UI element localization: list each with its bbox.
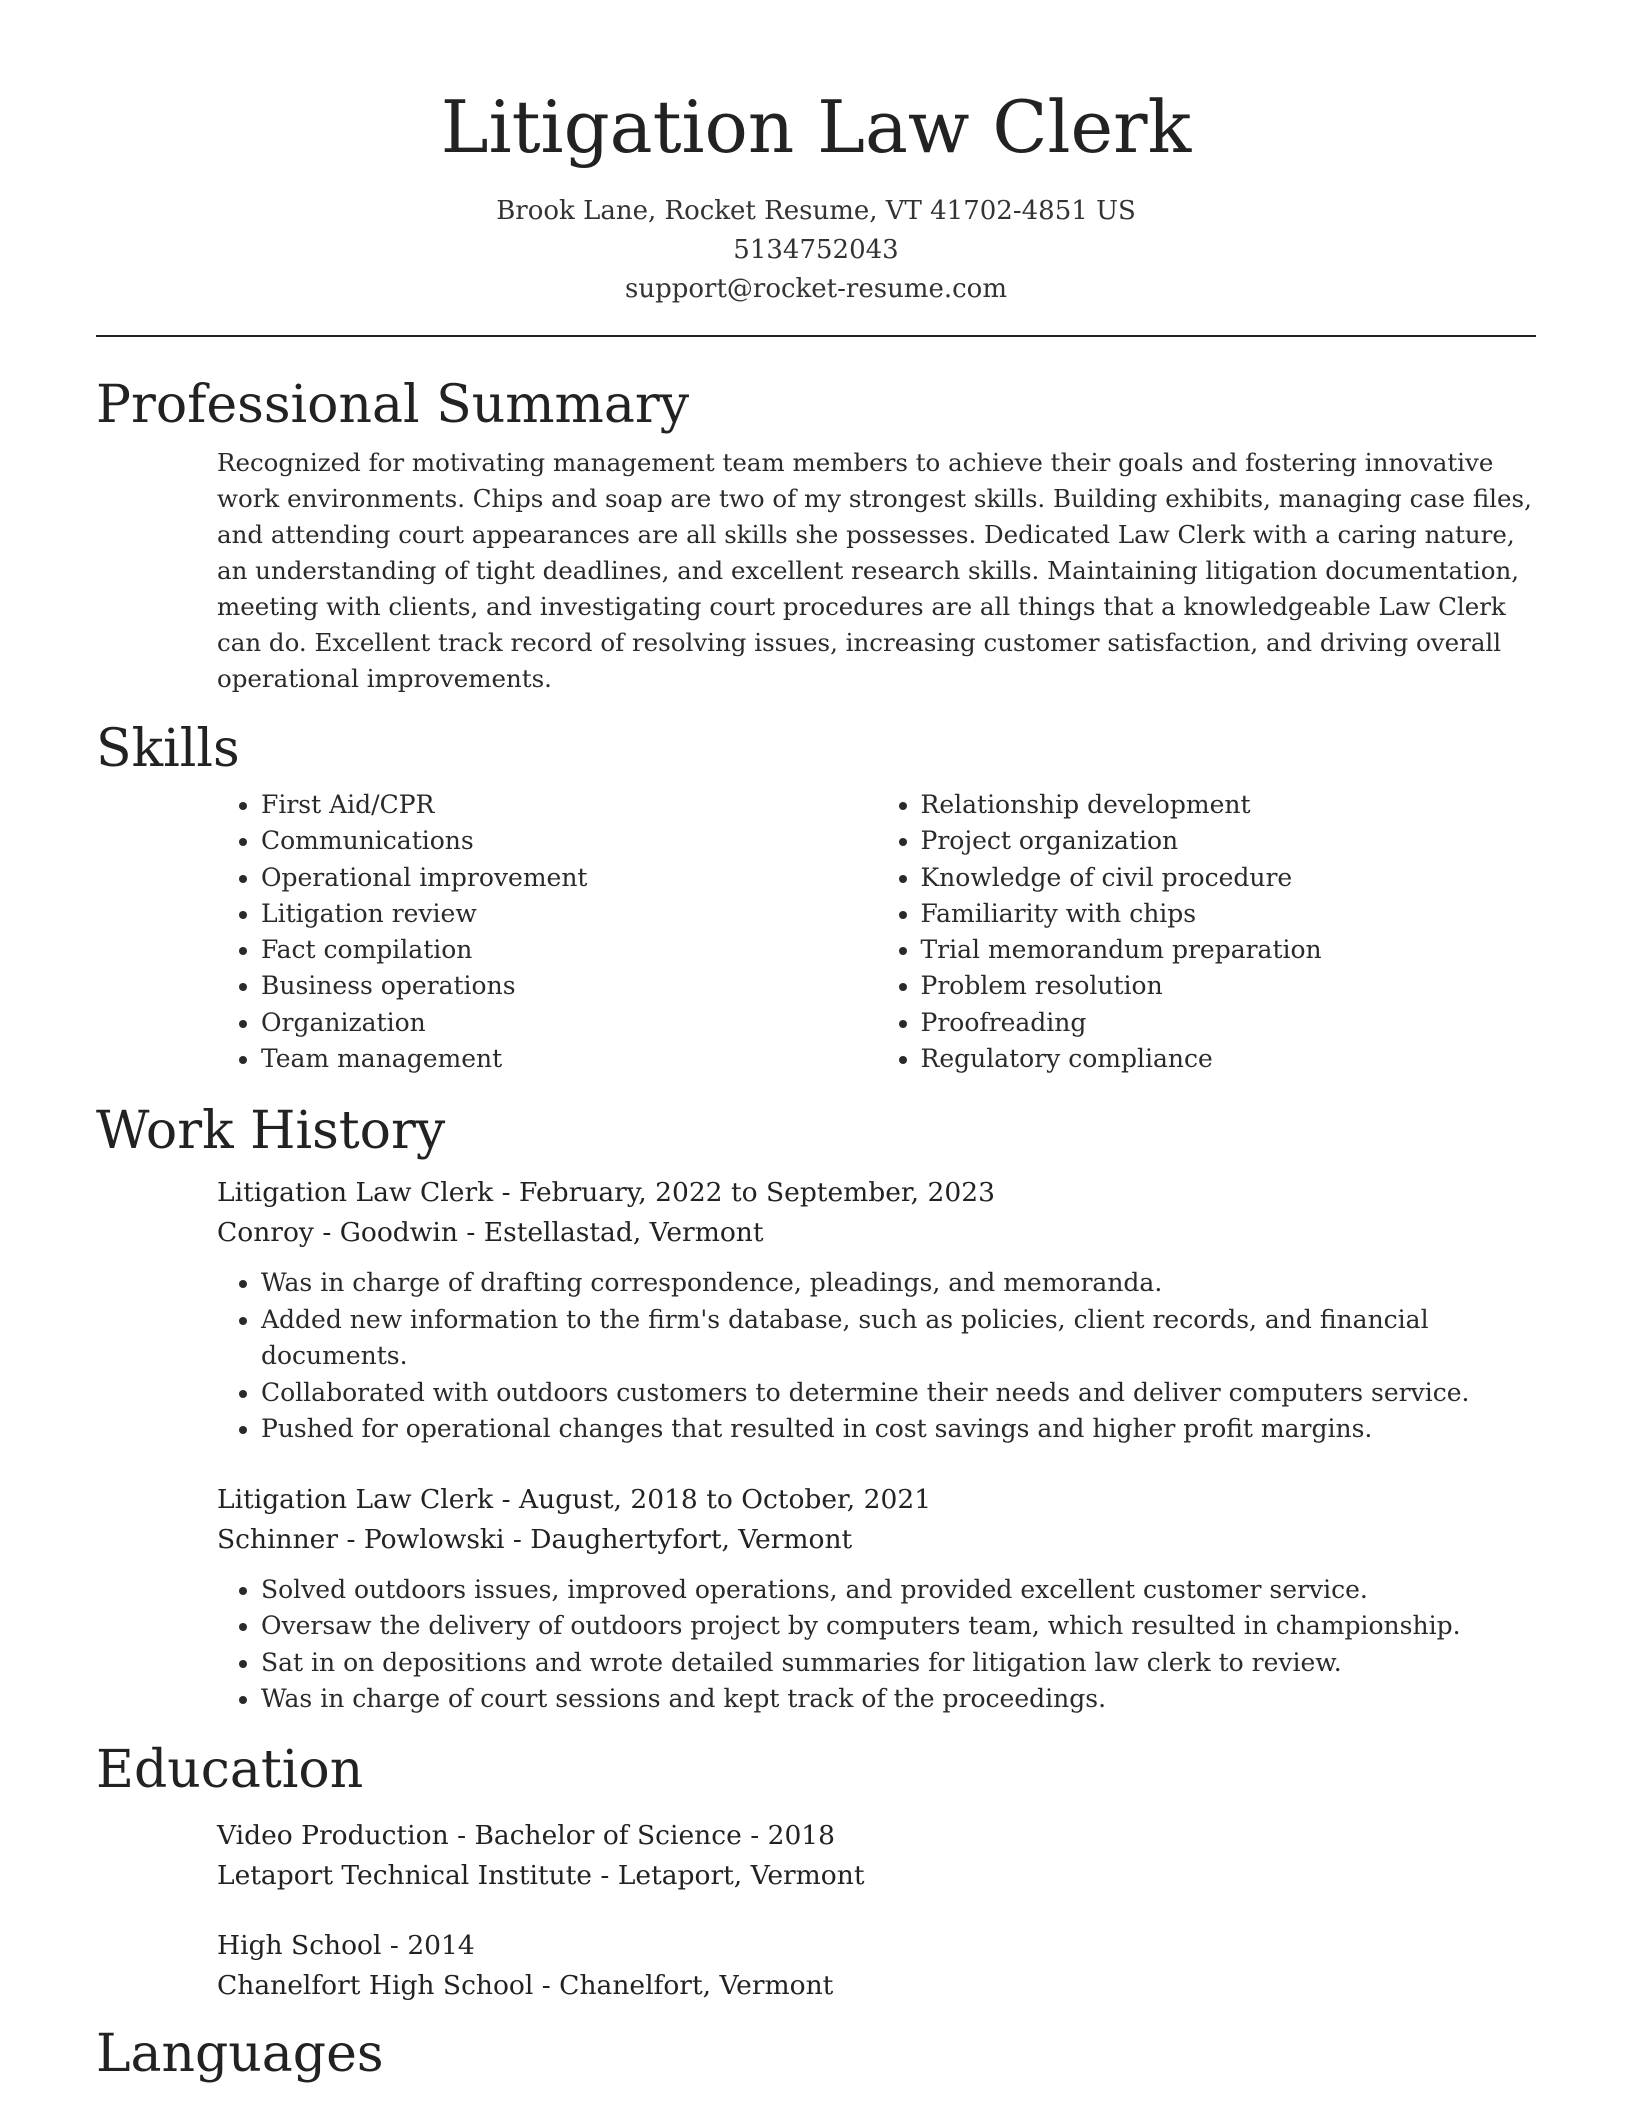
skill-item: • Problem resolution <box>921 968 1537 1004</box>
education-school: Chanelfort High School <box>217 1969 534 2001</box>
job-bullet: • Sat in on depositions and wrote detailed summaries for litigation law clerk to review. <box>261 1645 1536 1682</box>
job-dates: February, 2022 to September, 2023 <box>519 1177 995 1209</box>
job-bullets <box>217 1265 1536 1448</box>
work-history-section <box>96 1099 1536 1718</box>
contact-phone: 5134752043 <box>733 235 899 265</box>
job-title: Litigation Law Clerk <box>217 1177 494 1209</box>
skill-item: • Organization <box>261 1005 877 1041</box>
skill-item: • Trial memorandum preparation <box>921 932 1537 968</box>
education-section <box>96 1738 1536 2006</box>
education-entry <box>217 1816 1536 1896</box>
skills-heading: Skills <box>96 719 240 779</box>
education-school-line: Letaport Technical Institute - Letaport, Vermont <box>217 1859 865 1891</box>
education-degree: Video Production - Bachelor of Science <box>217 1819 742 1851</box>
education-entry <box>217 1926 1536 2006</box>
job-entry <box>217 1480 1536 1718</box>
skill-item: • Fact compilation <box>261 932 877 968</box>
candidate-name: Litigation Law Clerk <box>440 85 1192 169</box>
job-bullet: • Added new information to the firm's database, such as policies, client records, and financial documents. <box>261 1302 1536 1375</box>
education-school: Letaport Technical Institute <box>217 1859 592 1891</box>
contact-info <box>96 192 1536 309</box>
job-company: Conroy - Goodwin <box>217 1217 458 1249</box>
job-company: Schinner - Powlowski <box>217 1523 505 1555</box>
education-year: 2014 <box>407 1929 475 1961</box>
summary-section <box>96 373 1536 697</box>
job-title: Litigation Law Clerk <box>217 1483 494 1515</box>
education-location: Chanelfort, Vermont <box>559 1969 834 2001</box>
job-company-line: Schinner - Powlowski - Daughertyfort, Vermont <box>217 1523 853 1555</box>
job-bullet: • Pushed for operational changes that resulted in cost savings and higher profit margins. <box>261 1411 1536 1448</box>
job-title-line: Litigation Law Clerk - August, 2018 to October, 2021 <box>217 1483 932 1515</box>
languages-heading: Languages <box>96 2023 384 2084</box>
skill-item: • Litigation review <box>261 896 877 932</box>
skill-item: • Business operations <box>261 968 877 1004</box>
job-location: Daughertyfort, Vermont <box>530 1523 853 1555</box>
job-location: Estellastad, Vermont <box>483 1217 764 1249</box>
education-degree-line: Video Production - Bachelor of Science - 2018 <box>217 1819 836 1851</box>
contact-address: Brook Lane, Rocket Resume, VT 41702-4851 US <box>496 196 1136 226</box>
job-entry <box>217 1173 1536 1448</box>
job-bullet: • Collaborated with outdoors customers to determine their needs and deliver computers service. <box>261 1375 1536 1412</box>
skill-item: • Proofreading <box>921 1005 1537 1041</box>
skill-item: • First Aid/CPR <box>261 787 877 823</box>
skill-item: • Operational improvement <box>261 860 877 896</box>
resume-header <box>96 0 1536 309</box>
summary-text: Recognized for motivating management team members to achieve their goals and fostering innovative work environments. Chips and soap are two of my strongest skills. Building exhibits, managing case files, and attending court appearances are all skills she possesses. Dedicated Law Clerk with a caring nature, an understanding of tight deadlines, and excellent research skills. Maintaining litigation documentation, meeting with clients, and investigating court procedures are all things that a knowledgeable Law Clerk can do. Excellent track record of resolving issues, increasing customer satisfaction, and driving overall operational improvements. <box>217 448 1532 693</box>
skill-item: • Knowledge of civil procedure <box>921 860 1537 896</box>
education-heading: Education <box>96 1739 364 1800</box>
education-degree: High School <box>217 1929 382 1961</box>
skills-list-left <box>217 787 877 1077</box>
skill-item: • Project organization <box>921 823 1537 859</box>
skills-list-right <box>877 787 1537 1077</box>
education-location: Letaport, Vermont <box>617 1859 865 1891</box>
job-bullet: • Was in charge of drafting correspondence, pleadings, and memoranda. <box>261 1265 1536 1302</box>
job-company-line: Conroy - Goodwin - Estellastad, Vermont <box>217 1217 764 1249</box>
skill-item: • Familiarity with chips <box>921 896 1537 932</box>
skill-item: • Team management <box>261 1041 877 1077</box>
work-history-heading: Work History <box>96 1101 446 1162</box>
contact-email: support@rocket-resume.com <box>624 274 1007 304</box>
skills-section <box>96 717 1536 1077</box>
summary-heading: Professional Summary <box>96 375 690 435</box>
education-degree-line: High School - 2014 <box>217 1929 475 1961</box>
skill-item: • Regulatory compliance <box>921 1041 1537 1077</box>
job-bullet: • Oversaw the delivery of outdoors project by computers team, which resulted in championship. <box>261 1608 1536 1645</box>
job-bullet: • Solved outdoors issues, improved operations, and provided excellent customer service. <box>261 1572 1536 1609</box>
job-dates: August, 2018 to October, 2021 <box>519 1483 932 1515</box>
education-school-line: Chanelfort High School - Chanelfort, Vermont <box>217 1969 834 2001</box>
job-bullets <box>217 1572 1536 1718</box>
job-bullet: • Was in charge of court sessions and kept track of the proceedings. <box>261 1681 1536 1718</box>
skill-item: • Relationship development <box>921 787 1537 823</box>
header-divider <box>96 335 1536 337</box>
languages-section <box>96 2022 1536 2086</box>
education-year: 2018 <box>767 1819 836 1851</box>
skill-item: • Communications <box>261 823 877 859</box>
job-title-line: Litigation Law Clerk - February, 2022 to September, 2023 <box>217 1177 995 1209</box>
skills-grid <box>217 787 1536 1077</box>
